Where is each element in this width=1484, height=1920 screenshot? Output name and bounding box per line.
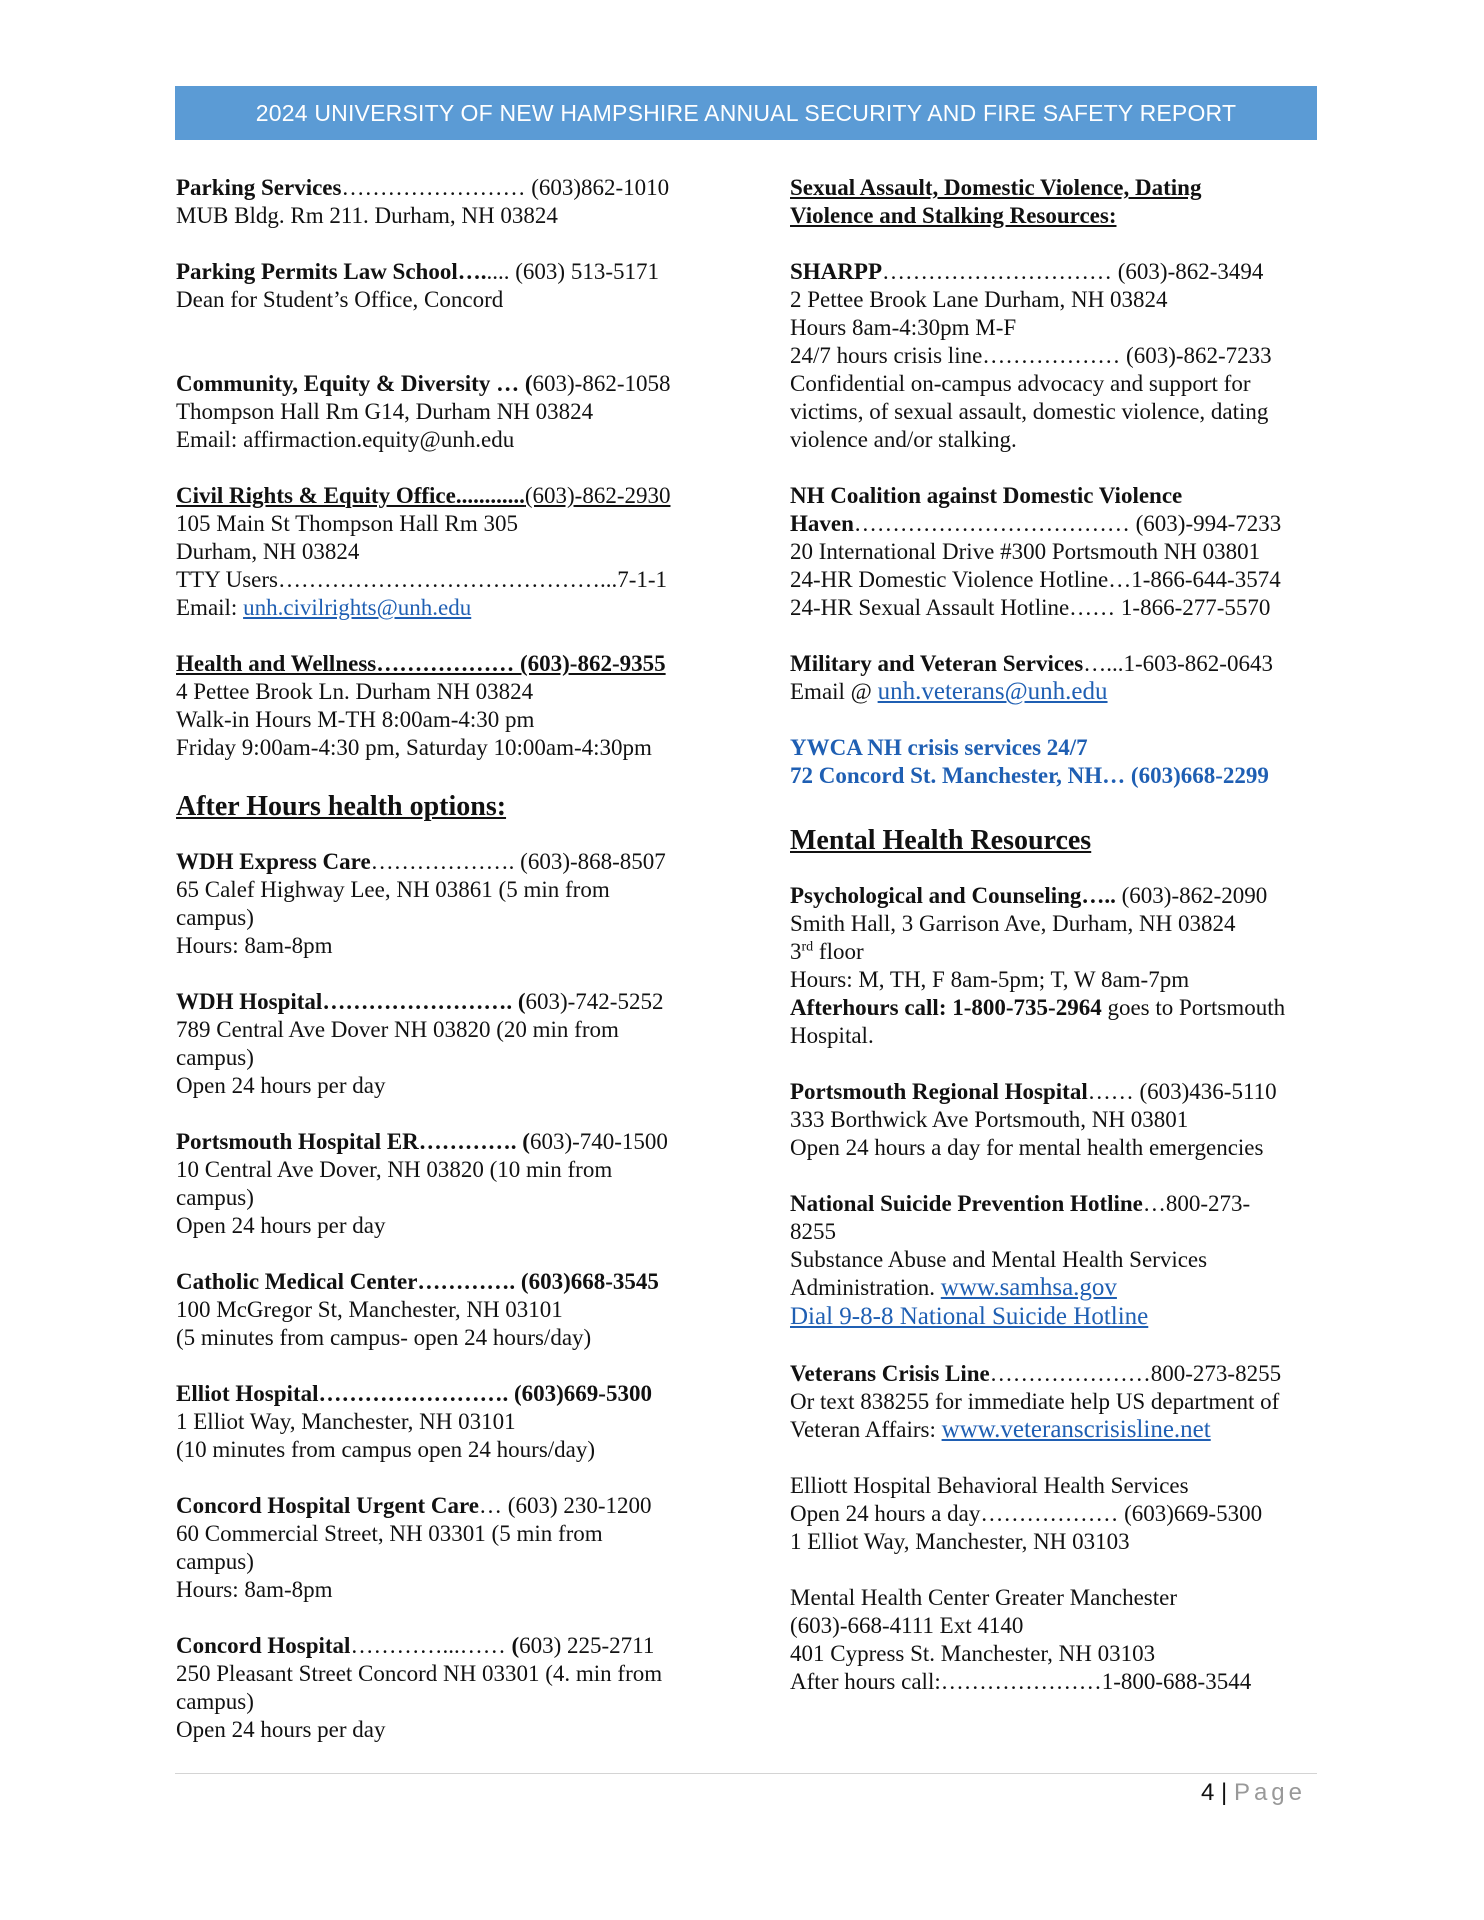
sexual-assault-heading: Sexual Assault, Domestic Violence, Dating Violence and Stalking Resources: <box>790 175 1202 228</box>
elliot-hospital-entry: Elliot Hospital……………………. (603)669-5300 1 Elliot Way, Manchester, NH 03101 (10 minutes from campus open 24 hours/day) <box>176 1381 652 1462</box>
health-wellness-entry: Health and Wellness……………… (603)-862-9355 4 Pettee Brook Ln. Durham NH 03824 Walk-in Hours M-TH 8:00am-4:30 pm Friday 9:00am-4:30 pm, Saturday 10:00am-4:30pm <box>176 651 666 760</box>
entry-name: Parking Permits Law School…. <box>176 259 487 284</box>
concord-hospital-entry: Concord Hospital…………...…… (603) 225-2711 250 Pleasant Street Concord NH 03301 (4. min from campus) Open 24 hours per day <box>176 1633 663 1742</box>
concord-urgent-care-entry: Concord Hospital Urgent Care… (603) 230-1200 60 Commercial Street, NH 03301 (5 min from campus) Hours: 8am-8pm <box>176 1493 652 1602</box>
suicide-prevention-entry: National Suicide Prevention Hotline…800-273- 8255 Substance Abuse and Mental Health Services Administration. www.samhsa.gov Dial 9-8-8 National Suicide Hotline <box>790 1191 1251 1330</box>
right-column <box>790 174 1330 1724</box>
parking-permits-law-entry: Parking Permits Law School…..... (603) 513-5171 Dean for Student’s Office, Concord <box>176 259 659 312</box>
civil-rights-email-link[interactable]: unh.civilrights@unh.edu <box>243 595 472 620</box>
portsmouth-regional-entry: Portsmouth Regional Hospital…… (603)436-5110 333 Borthwick Ave Portsmouth, NH 03801 Open 24 hours a day for mental health emergencies <box>790 1079 1277 1160</box>
samhsa-link[interactable]: www.samhsa.gov <box>940 1274 1117 1301</box>
footer-divider <box>175 1773 1317 1774</box>
phone: 603)-742-5252 <box>525 989 664 1014</box>
entry-name: WDH Hospital……………………. ( <box>176 989 526 1014</box>
entry-name: Portsmouth Regional Hospital <box>790 1079 1088 1104</box>
phone: (603) 230-1200 <box>507 1493 652 1518</box>
after-hours-heading: After Hours health options: <box>176 791 507 822</box>
phone: 603)-862-1058 <box>532 371 671 396</box>
phone: (603)862-1010 <box>525 175 670 200</box>
phone: (603) 513-5171 <box>509 259 659 284</box>
dial-988-link[interactable]: Dial 9-8-8 National Suicide Hotline <box>790 1303 1149 1330</box>
portsmouth-er-entry: Portsmouth Hospital ER…………. (603)-740-1500 10 Central Ave Dover, NH 03820 (10 min from campus) Open 24 hours per day <box>176 1129 668 1238</box>
elliott-behavioral-entry: Elliott Hospital Behavioral Health Services Open 24 hours a day……………… (603)669-5300 1 Elliot Way, Manchester, NH 03103 <box>790 1473 1263 1554</box>
entry-name: Concord Hospital Urgent Care <box>176 1493 480 1518</box>
phone: (603)-862-2090 <box>1115 883 1268 908</box>
phone: (603)-868-8507 <box>514 849 666 874</box>
phone: 1-603-862-0643 <box>1123 651 1273 676</box>
left-column <box>176 174 716 1772</box>
phone: 603)-740-1500 <box>529 1129 668 1154</box>
veterans-crisis-link[interactable]: www.veteranscrisisline.net <box>941 1416 1211 1443</box>
mental-health-center-entry: Mental Health Center Greater Manchester (603)-668-4111 Ext 4140 401 Cypress St. Manchester, NH 03103 After hours call:…………………1-800-688-3544 <box>790 1585 1252 1694</box>
entry-name: National Suicide Prevention Hotline <box>790 1191 1143 1216</box>
entry-name: Catholic Medical Center…………. (603)668-3545 <box>176 1269 659 1294</box>
military-veteran-entry: Military and Veteran Services…...1-603-862-0643 Email @ unh.veterans@unh.edu <box>790 651 1273 705</box>
sharpp-entry: SHARPP………………………… (603)-862-3494 2 Pettee Brook Lane Durham, NH 03824 Hours 8am-4:30pm M-F 24/7 hours crisis line……………… (603)-862-7233 Confidential on-campus advocacy and support for victims, of sexual assault, domestic violence, dating violence and/or stalking. <box>790 259 1272 452</box>
phone: 603) 225-2711 <box>519 1633 655 1658</box>
ywca-entry: YWCA NH crisis services 24/7 72 Concord St. Manchester, NH… (603)668-2299 <box>790 735 1269 788</box>
phone: (603)-862-3494 <box>1117 259 1264 284</box>
entry-name: Civil Rights & Equity Office............ <box>176 483 525 508</box>
entry-name: Parking Services <box>176 175 342 200</box>
community-equity-entry: Community, Equity & Diversity … (603)-862-1058 Thompson Hall Rm G14, Durham NH 03824 Email: affirmaction.equity@unh.edu <box>176 371 671 452</box>
wdh-express-entry: WDH Express Care………………. (603)-868-8507 65 Calef Highway Lee, NH 03861 (5 min from campus) Hours: 8am-8pm <box>176 849 666 958</box>
entry-name: Elliot Hospital……………………. (603)669-5300 <box>176 1381 652 1406</box>
mental-health-heading: Mental Health Resources <box>790 825 1092 856</box>
civil-rights-entry: Civil Rights & Equity Office............(603)-862-2930 105 Main St Thompson Hall Rm 305 Durham, NH 03824 TTY Users……………………………………...7-1-1 Email: unh.civilrights@unh.edu <box>176 483 671 620</box>
veterans-crisis-entry: Veterans Crisis Line…………………800-273-8255 Or text 838255 for immediate help US department of Veteran Affairs: www.veteranscrisisline.net <box>790 1361 1282 1443</box>
phone: (603)-994-7233 <box>1135 511 1282 536</box>
entry-name: Military and Veteran Services <box>790 651 1084 676</box>
report-title-banner: 2024 UNIVERSITY OF NEW HAMPSHIRE ANNUAL SECURITY AND FIRE SAFETY REPORT <box>175 86 1317 140</box>
entry-name: Concord Hospital <box>176 1633 351 1658</box>
phone: 800-273- <box>1165 1191 1251 1216</box>
entry-name: NH Coalition against Domestic Violence <box>790 483 1183 508</box>
phone: 800-273-8255 <box>1150 1361 1282 1386</box>
entry-name: Psychological and Counseling….. <box>790 883 1116 908</box>
phone: (603)-862-2930 <box>524 483 671 508</box>
veterans-email-link[interactable]: unh.veterans@unh.edu <box>877 678 1108 705</box>
phone: (603)436-5110 <box>1139 1079 1277 1104</box>
page-number: 4 | Page <box>1201 1779 1306 1806</box>
psychological-counseling-entry: Psychological and Counseling….. (603)-862-2090 Smith Hall, 3 Garrison Ave, Durham, NH 03824 3rd floor Hours: M, TH, F 8am-5pm; T, W 8am-7pm Afterhours call: 1-800-735-2964 goes to Portsmouth Hospital. <box>790 883 1286 1048</box>
parking-services-entry: Parking Services…………………… (603)862-1010 MUB Bldg. Rm 211. Durham, NH 03824 <box>176 175 670 228</box>
entry-name: SHARPP <box>790 259 882 284</box>
nh-coalition-entry: NH Coalition against Domestic Violence Haven……………………………… (603)-994-7233 20 International Drive #300 Portsmouth NH 03801 24-HR Domestic Violence Hotline…1-866-644-3574 24-HR Sexual Assault Hotline…… 1-866-277-5570 <box>790 483 1282 620</box>
catholic-medical-entry: Catholic Medical Center…………. (603)668-3545 100 McGregor St, Manchester, NH 03101 (5 minutes from campus- open 24 hours/day) <box>176 1269 659 1350</box>
entry-name: Health and Wellness……………… (603)-862-9355 <box>176 651 666 676</box>
wdh-hospital-entry: WDH Hospital……………………. (603)-742-5252 789 Central Ave Dover NH 03820 (20 min from campus) Open 24 hours per day <box>176 989 664 1098</box>
entry-name: Community, Equity & Diversity … ( <box>176 371 533 396</box>
entry-name: WDH Express Care <box>176 849 371 874</box>
entry-name: Portsmouth Hospital ER…………. ( <box>176 1129 530 1154</box>
entry-name: Veterans Crisis Line <box>790 1361 990 1386</box>
